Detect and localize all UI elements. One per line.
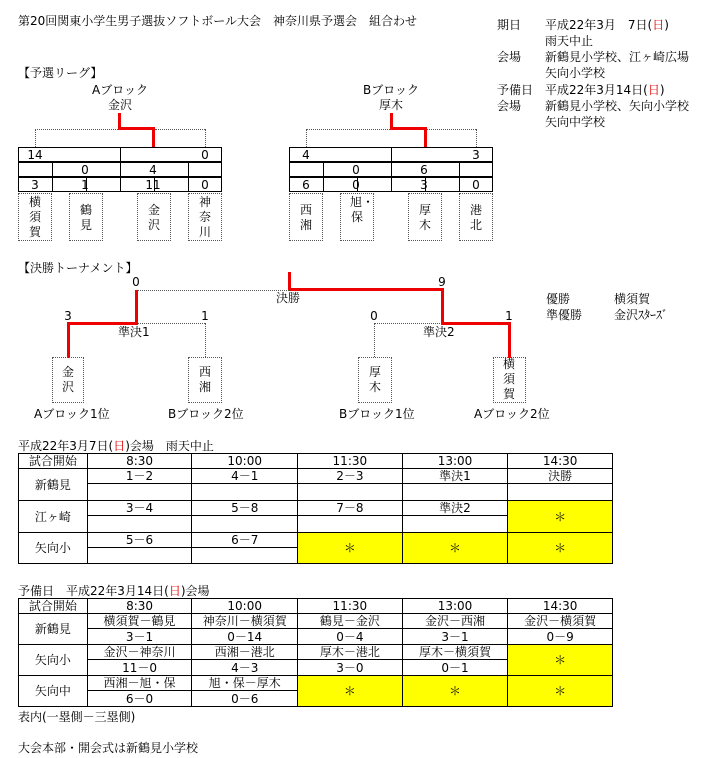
a-top-score: 14 [27, 148, 43, 162]
schedule2-time: 8:30 [87, 599, 192, 614]
a-top-score: 0 [81, 163, 89, 177]
final-right-score: 9 [438, 275, 446, 289]
schedule1-time: 10:00 [192, 454, 298, 469]
schedule2-unused-slot: ＊ [298, 676, 403, 707]
b-bottom-score: 0 [352, 178, 360, 192]
a-bottom-score: 11 [145, 178, 161, 192]
schedule1-unused-slot: ＊ [508, 533, 613, 564]
a-bottom-score: 0 [201, 178, 209, 192]
schedule1-cell: 2－3 [298, 469, 403, 484]
schedule2-venue: 矢向中 [19, 676, 88, 707]
schedule2-score: 0－4 [298, 629, 403, 645]
semi1-right-score: 1 [201, 309, 209, 323]
schedule2-match: 神奈川－横須賀 [192, 614, 298, 629]
schedule1-table [18, 453, 613, 564]
b-top-score: 4 [302, 148, 310, 162]
schedule2-match: 厚木－横須賀 [402, 645, 508, 660]
schedule2-time: 13:00 [402, 599, 508, 614]
page-title: 第20回関東小学生男子選抜ソフトボール大会 神奈川県予選会 組合わせ [18, 14, 418, 28]
schedule1-time: 14:30 [508, 454, 613, 469]
semi1-left-score: 3 [64, 309, 72, 323]
schedule2-score: 6－0 [87, 691, 192, 707]
reserve-value: 平成22年3月14日(日) [545, 83, 665, 97]
tournament-team-4: 横須賀 [502, 357, 515, 401]
semi1-label: 準決1 [118, 325, 150, 339]
schedule1-unused-slot: ＊ [298, 533, 403, 564]
reserve-label: 予備日 [497, 83, 534, 97]
schedule1-time: 11:30 [298, 454, 403, 469]
schedule2-score: 0－6 [192, 691, 298, 707]
schedule1-venue: 矢向小 [19, 533, 88, 564]
schedule1-cell: 6－7 [192, 533, 298, 548]
champion-team: 横須賀 [614, 292, 651, 306]
schedule2-unused-slot: ＊ [402, 676, 508, 707]
tournament-team-1: 金沢 [61, 365, 74, 394]
schedule2-match: 旭・保－厚木 [192, 676, 298, 691]
b-bottom-score: 3 [420, 178, 428, 192]
schedule2-match: 金沢－横須賀 [508, 614, 613, 629]
final-label: 決勝 [276, 291, 301, 305]
semi2-left-score: 0 [370, 309, 378, 323]
b-team-2: 旭・保 [350, 195, 375, 224]
schedule1-result [402, 516, 508, 533]
schedule2-score: 11－0 [87, 660, 192, 676]
b-top-score: 3 [472, 148, 480, 162]
b-top-score: 6 [420, 163, 428, 177]
schedule1-corner: 試合開始 [19, 454, 88, 469]
venue-value-3: 新鶴見小学校、矢向小学校 [545, 99, 690, 113]
schedule1-time: 8:30 [87, 454, 192, 469]
b-team-3: 厚木 [418, 203, 431, 232]
schedule2-score: 4－3 [192, 660, 298, 676]
b-top-score: 0 [352, 163, 360, 177]
schedule1-result [87, 516, 192, 533]
schedule1-cell: 決勝 [508, 469, 613, 484]
venue-value-4: 矢向中学校 [545, 115, 606, 129]
champion-label: 優勝 [546, 292, 571, 306]
date-value: 平成22年3月 7日(日) [545, 18, 669, 32]
footer-note: 大会本部・開会式は新鶴見小学校 [18, 741, 199, 755]
b-team-1: 西湘 [299, 203, 312, 232]
a-block-label: Aブロック [92, 83, 148, 97]
venue-value-1: 新鶴見小学校、江ヶ崎広場 [545, 50, 690, 64]
schedule2-venue: 矢向小 [19, 645, 88, 676]
schedule2-score: 0－9 [508, 629, 613, 645]
venue-label: 会場 [497, 50, 522, 64]
tournament-team-3: 厚木 [368, 365, 381, 394]
venue-value-2: 矢向小学校 [545, 66, 606, 80]
seed-label: Bブロック2位 [168, 407, 244, 421]
runner-up-label: 準優勝 [546, 308, 583, 322]
a-team-3: 金沢 [147, 203, 160, 232]
schedule2-score: 3－1 [402, 629, 508, 645]
schedule2-score: 3－1 [87, 629, 192, 645]
schedule2-heading: 予備日 平成22年3月14日(日)会場 [18, 584, 210, 598]
a-team-2: 鶴見 [79, 203, 92, 232]
schedule1-cell: 1－2 [87, 469, 192, 484]
schedule1-cell: 3－4 [87, 501, 192, 516]
date-label: 期日 [497, 18, 522, 32]
rain-note: 雨天中止 [545, 34, 594, 48]
schedule1-result [87, 484, 192, 501]
schedule1-result [192, 484, 298, 501]
a-team-4: 神奈川 [198, 195, 211, 239]
schedule1-unused-slot: ＊ [402, 533, 508, 564]
a-top-score: 4 [149, 163, 157, 177]
schedule1-result [192, 548, 298, 564]
schedule2-score: 0－1 [402, 660, 508, 676]
schedule2-time: 10:00 [192, 599, 298, 614]
schedule1-cell: 準決2 [402, 501, 508, 516]
b-block-label: Bブロック [363, 83, 419, 97]
schedule1-result [298, 484, 403, 501]
a-team-1: 横須賀 [28, 195, 41, 239]
semi2-label: 準決2 [423, 325, 455, 339]
schedule2-venue: 新鶴見 [19, 614, 88, 645]
schedule1-venue: 新鶴見 [19, 469, 88, 501]
schedule1-result [298, 516, 403, 533]
final-left-score: 0 [132, 275, 140, 289]
seed-label: Aブロック2位 [474, 407, 550, 421]
schedule2-time: 11:30 [298, 599, 403, 614]
schedule2-score: 0－14 [192, 629, 298, 645]
schedule1-result [87, 548, 192, 564]
schedule2-unused-slot: ＊ [508, 645, 613, 676]
league-heading: 【予選リーグ】 [18, 66, 103, 80]
schedule2-unused-slot: ＊ [508, 676, 613, 707]
tournament-team-2: 西湘 [198, 365, 211, 394]
a-bottom-score: 3 [31, 178, 39, 192]
schedule1-result [192, 516, 298, 533]
a-block-winner: 金沢 [107, 98, 132, 112]
b-bottom-score: 0 [472, 178, 480, 192]
table-note: 表内(一塁側－三塁側) [18, 710, 136, 724]
schedule1-unused-slot: ＊ [508, 501, 613, 533]
schedule2-match: 西湘－旭・保 [87, 676, 192, 691]
schedule1-heading: 平成22年3月7日(日)会場 雨天中止 [18, 439, 214, 453]
schedule2-match: 西湘－港北 [192, 645, 298, 660]
b-bottom-score: 6 [302, 178, 310, 192]
b-block-winner: 厚木 [378, 98, 403, 112]
venue-label-2: 会場 [497, 99, 522, 113]
semi2-right-score: 1 [505, 309, 513, 323]
schedule2-match: 金沢－神奈川 [87, 645, 192, 660]
b-team-4: 港北 [469, 203, 482, 232]
seed-label: Bブロック1位 [339, 407, 415, 421]
schedule2-match: 鶴見－金沢 [298, 614, 403, 629]
schedule1-time: 13:00 [402, 454, 508, 469]
schedule1-cell: 準決1 [402, 469, 508, 484]
schedule2-time: 14:30 [508, 599, 613, 614]
schedule2-match: 金沢－西湘 [402, 614, 508, 629]
a-bottom-score: 1 [81, 178, 89, 192]
a-top-score: 0 [201, 148, 209, 162]
seed-label: Aブロック1位 [34, 407, 110, 421]
schedule2-table [18, 598, 613, 707]
schedule2-corner: 試合開始 [19, 599, 88, 614]
schedule1-cell: 5－8 [192, 501, 298, 516]
tournament-heading: 【決勝トーナメント】 [18, 261, 138, 275]
schedule2-match: 横須賀－鶴見 [87, 614, 192, 629]
schedule1-venue: 江ヶ崎 [19, 501, 88, 533]
runner-up-team: 金沢ｽﾀｰｽﾞ [614, 308, 669, 322]
schedule1-cell: 5－6 [87, 533, 192, 548]
schedule1-cell: 7－8 [298, 501, 403, 516]
schedule2-match: 厚木－港北 [298, 645, 403, 660]
schedule1-result [508, 484, 613, 501]
schedule1-cell: 4－1 [192, 469, 298, 484]
schedule1-result [402, 484, 508, 501]
schedule2-score: 3－0 [298, 660, 403, 676]
